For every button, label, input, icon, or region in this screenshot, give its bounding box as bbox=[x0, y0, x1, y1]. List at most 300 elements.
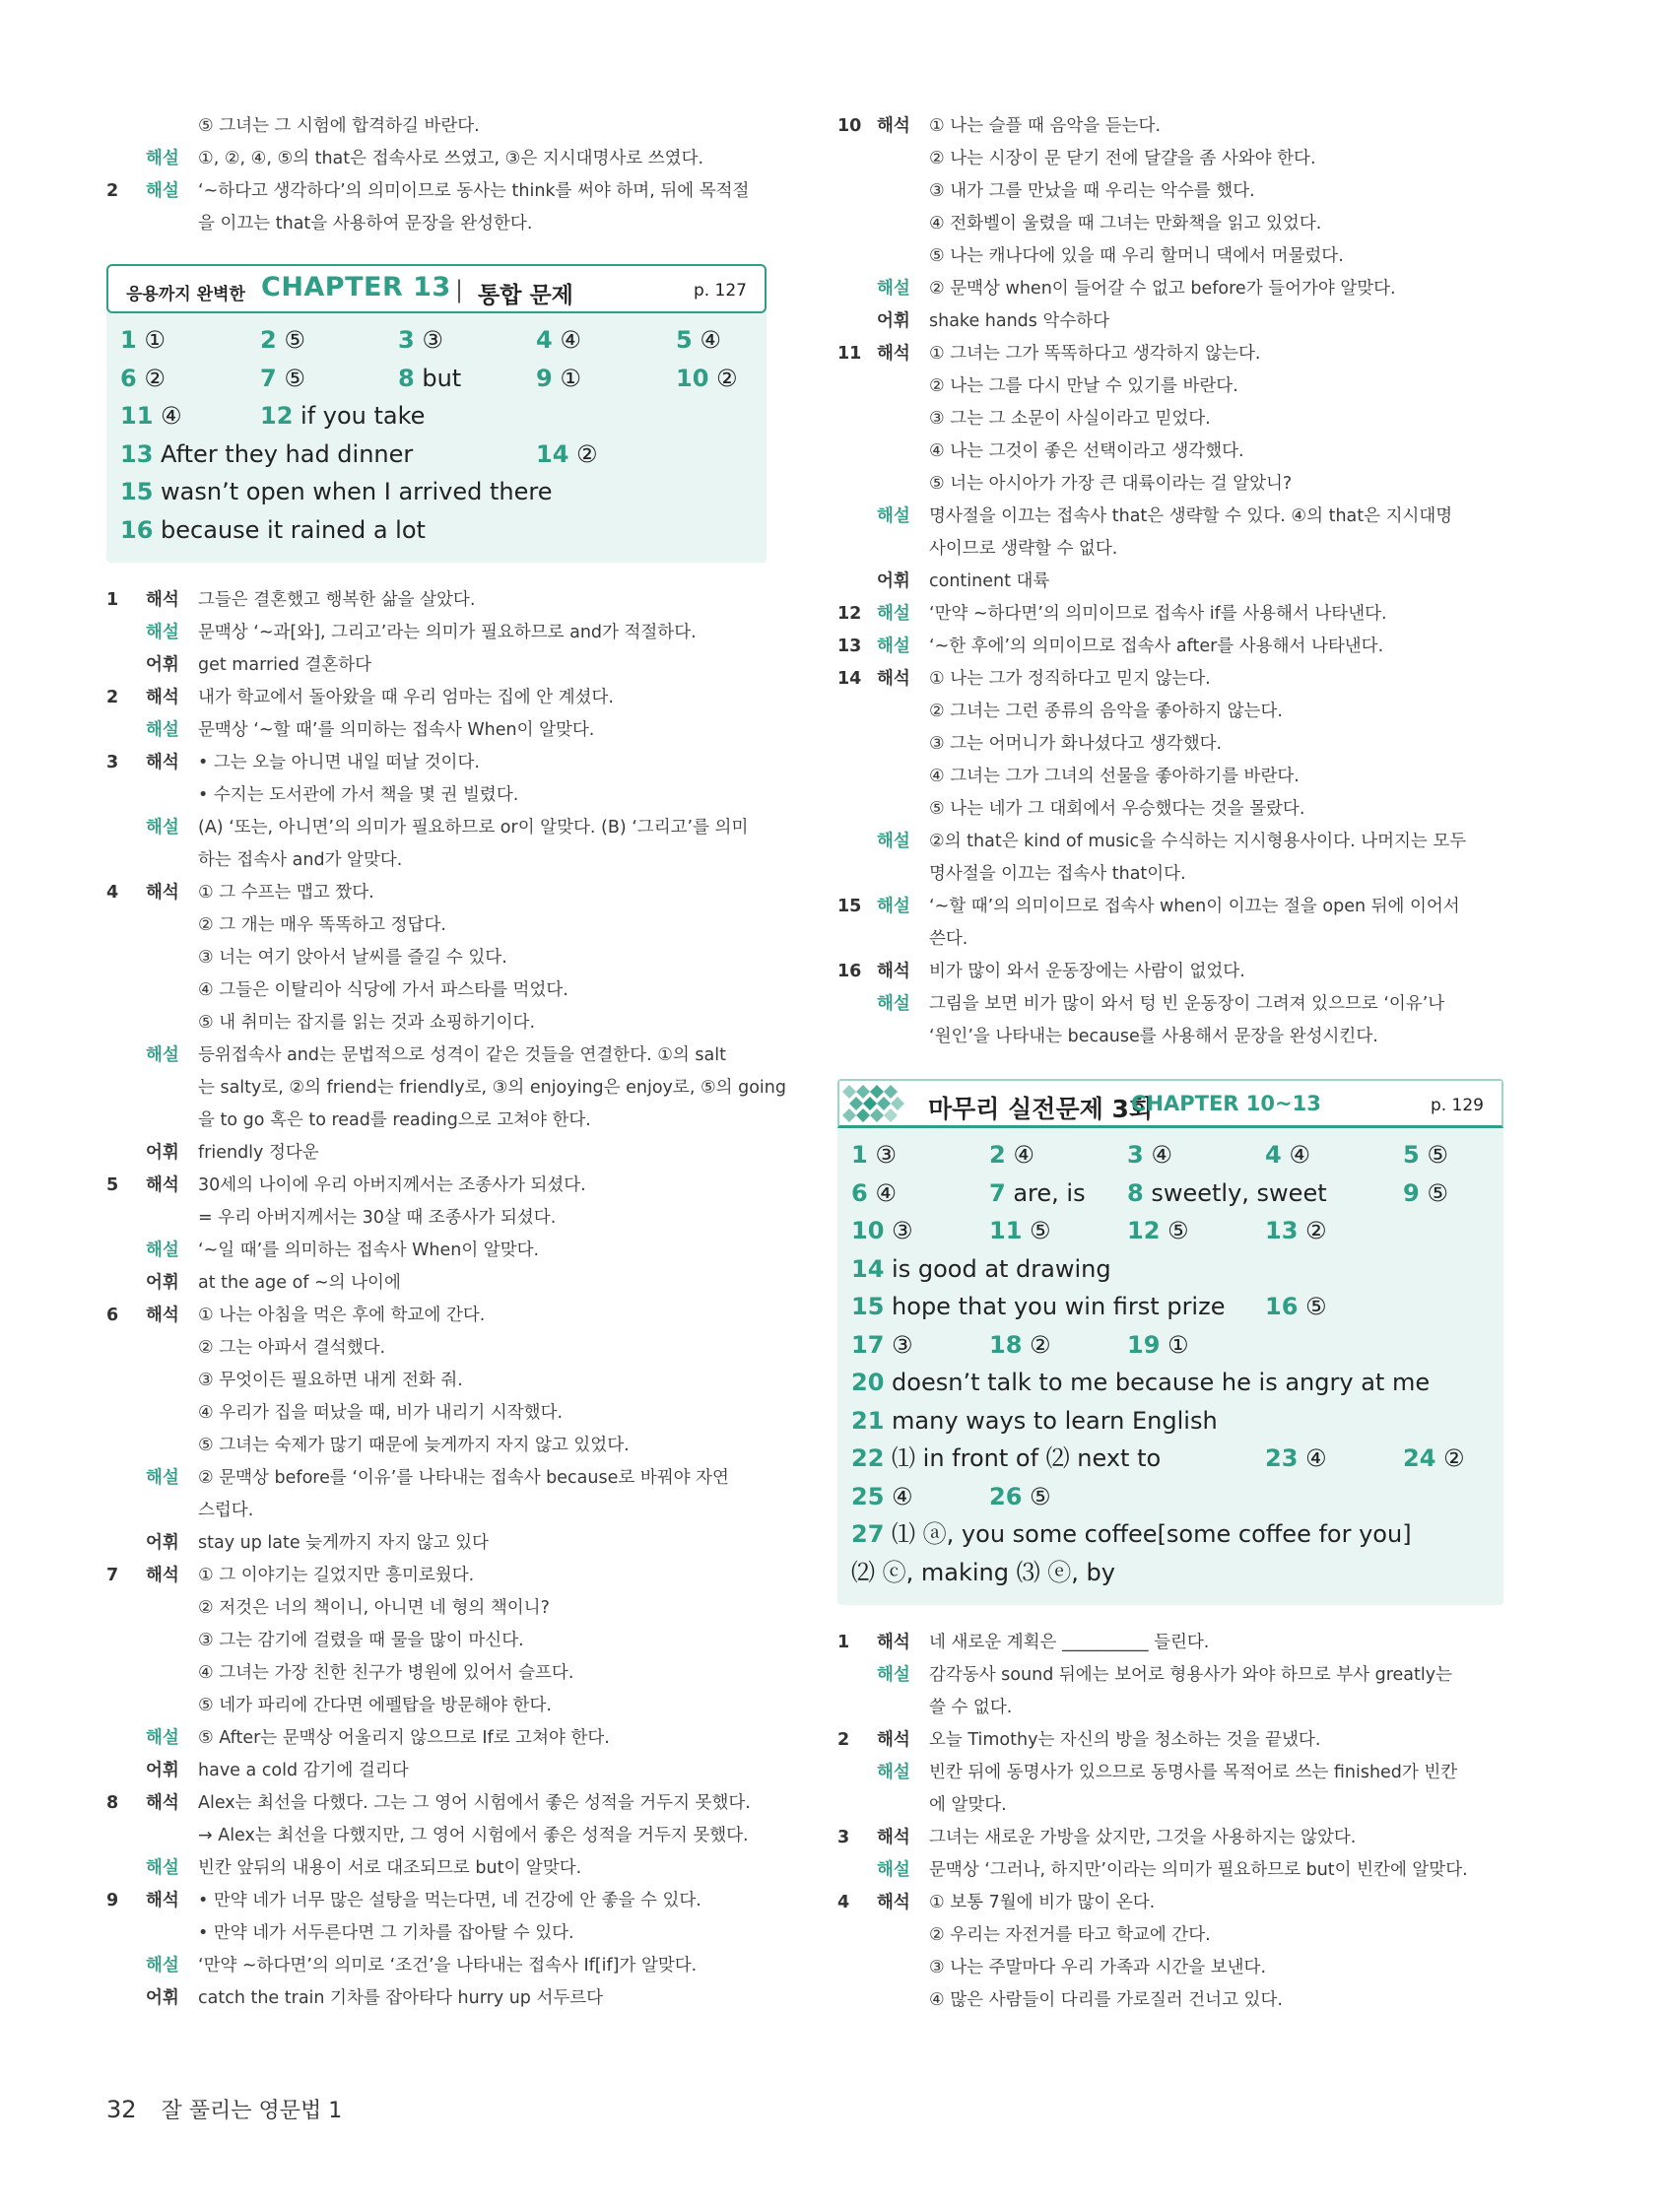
answer-number: 4 bbox=[536, 326, 553, 354]
line-text: 그들은 결혼했고 행복한 삶을 살았다. bbox=[198, 590, 476, 610]
answer-item bbox=[260, 360, 305, 398]
explanation-line bbox=[837, 826, 1503, 858]
answer-value: ② bbox=[576, 439, 598, 468]
answer-value: ② bbox=[144, 364, 166, 392]
answer-number: 15 bbox=[851, 1293, 885, 1320]
answer-item bbox=[398, 360, 461, 398]
explanation-line bbox=[106, 1300, 767, 1332]
line-label: 해설 bbox=[877, 994, 910, 1014]
explanation-line bbox=[106, 1267, 767, 1300]
line-text: catch the train 기차를 잡아타다 hurry up 서두르다 bbox=[198, 1988, 604, 2008]
line-text: ‘~일 때’를 의미하는 접속사 When이 알맞다. bbox=[198, 1240, 540, 1260]
line-text: • 만약 네가 너무 많은 설탕을 먹는다면, 네 건강에 안 좋을 수 있다. bbox=[198, 1891, 701, 1910]
line-label: 해설 bbox=[146, 818, 179, 838]
review-test-title: 마무리 실전문제 3회 bbox=[928, 1095, 1154, 1123]
question-number: 5 bbox=[106, 1175, 119, 1195]
answer-item bbox=[989, 1326, 1051, 1365]
line-label: 어휘 bbox=[146, 1988, 179, 2008]
answer-number: 21 bbox=[851, 1406, 885, 1435]
answer-number: 25 bbox=[851, 1482, 885, 1510]
explanation-line bbox=[837, 436, 1503, 468]
line-label: 해설 bbox=[877, 897, 910, 916]
line-label: 어휘 bbox=[877, 311, 910, 331]
explanation-line bbox=[106, 1170, 767, 1202]
answer-value: ③ bbox=[422, 326, 443, 354]
explanation-line bbox=[106, 1462, 767, 1495]
explanation-line bbox=[837, 1627, 1503, 1659]
explanation-line bbox=[106, 1787, 767, 1820]
line-text: • 수지는 도서관에 가서 책을 몇 권 빌렸다. bbox=[198, 785, 519, 805]
line-text: ① 보통 7월에 비가 많이 온다. bbox=[929, 1893, 1156, 1912]
question-number: 3 bbox=[837, 1828, 850, 1847]
line-text: 문맥상 ‘~할 때’를 의미하는 접속사 When이 알맞다. bbox=[198, 720, 595, 740]
answer-value: because it rained a lot bbox=[161, 515, 426, 544]
explanation-line bbox=[106, 1072, 786, 1105]
answer-value: ③ bbox=[892, 1330, 913, 1359]
line-text: 문맥상 ‘그러나, 하지만’이라는 의미가 필요하므로 but이 빈칸에 알맞다. bbox=[929, 1860, 1468, 1880]
line-text: 빈칸 앞뒤의 내용이 서로 대조되므로 but이 알맞다. bbox=[198, 1858, 582, 1878]
line-text: ⑤ 그녀는 그 시험에 합격하길 바란다. bbox=[198, 116, 480, 136]
explanation-line bbox=[837, 598, 1503, 631]
answer-item bbox=[536, 321, 581, 360]
line-text: ② 문맥상 when이 들어갈 수 없고 before가 들어가야 알맞다. bbox=[929, 279, 1396, 299]
answer-number: 18 bbox=[989, 1330, 1023, 1359]
line-text: ③ 너는 여기 앉아서 날씨를 즐길 수 있다. bbox=[198, 948, 507, 968]
explanation-line bbox=[106, 110, 767, 143]
line-label: 해설 bbox=[146, 149, 179, 168]
line-text: ④ 그녀는 그가 그녀의 선물을 좋아하기를 바란다. bbox=[929, 767, 1300, 786]
answer-row bbox=[106, 360, 767, 398]
line-text: ⑤ 네가 파리에 간다면 에펠탑을 방문해야 한다. bbox=[198, 1696, 552, 1715]
answer-row bbox=[106, 436, 767, 474]
line-text: ⑤ 나는 네가 그 대회에서 우승했다는 것을 몰랐다. bbox=[929, 799, 1305, 819]
explanation-line bbox=[106, 812, 767, 844]
answer-item bbox=[1265, 1136, 1310, 1174]
line-text: ④ 우리가 집을 떠났을 때, 비가 내리기 시작했다. bbox=[198, 1403, 564, 1423]
explanation-line bbox=[837, 891, 1503, 923]
answer-value: if you take bbox=[300, 402, 426, 430]
answer-item bbox=[1403, 1136, 1448, 1174]
line-text: 감각동사 sound 뒤에는 보어로 형용사가 와야 하므로 부사 greatly는 bbox=[929, 1665, 1453, 1685]
explanation-line bbox=[106, 649, 767, 682]
line-label: 해설 bbox=[146, 1858, 179, 1878]
explanation-line bbox=[106, 1625, 767, 1657]
answer-number: 8 bbox=[1127, 1178, 1144, 1207]
answer-row bbox=[837, 1440, 1503, 1478]
line-text: ① 그 수프는 맵고 짰다. bbox=[198, 883, 374, 903]
explanation-line bbox=[837, 988, 1503, 1021]
answer-number: 14 bbox=[851, 1254, 885, 1283]
explanation-line bbox=[106, 1755, 767, 1787]
line-text: → Alex는 최선을 다했지만, 그 영어 시험에서 좋은 성적을 거두지 못했다. bbox=[198, 1826, 749, 1845]
answer-value: ④ bbox=[700, 326, 721, 354]
line-text: 을 이끄는 that을 사용하여 문장을 완성한다. bbox=[198, 214, 533, 234]
line-text: friendly 정다운 bbox=[198, 1143, 319, 1163]
answer-item bbox=[989, 1136, 1034, 1174]
explanation-line bbox=[837, 305, 1503, 338]
answer-item bbox=[676, 321, 721, 360]
answer-value: are, is bbox=[1013, 1178, 1086, 1207]
line-text: ⑤ 너는 아시아가 가장 큰 대륙이라는 걸 알았니? bbox=[929, 474, 1293, 494]
line-text: ‘만약 ~하다면’의 의미로 ‘조건’을 나타내는 접속사 If[if]가 알맞다. bbox=[198, 1956, 698, 1976]
line-text: ‘원인’을 나타내는 because를 사용해서 문장을 완성시킨다. bbox=[929, 1027, 1378, 1046]
answer-number: 6 bbox=[120, 364, 137, 392]
explanation-line bbox=[106, 617, 767, 649]
explanation-line bbox=[106, 1495, 767, 1527]
explanation-line bbox=[837, 793, 1503, 826]
answer-item bbox=[120, 473, 552, 511]
answer-item bbox=[1127, 1136, 1172, 1174]
answer-value: ④ bbox=[892, 1482, 913, 1510]
line-label: 해석 bbox=[877, 669, 910, 689]
answer-item bbox=[1265, 1288, 1327, 1326]
answer-row bbox=[837, 1174, 1503, 1213]
right-explanations bbox=[837, 110, 1503, 1053]
answer-number: 24 bbox=[1403, 1444, 1436, 1472]
answer-value: is good at drawing bbox=[892, 1254, 1111, 1283]
line-text: ①, ②, ④, ⑤의 that은 접속사로 쓰였고, ③은 지시대명사로 쓰였다. bbox=[198, 149, 704, 168]
answer-item bbox=[851, 1515, 1412, 1554]
line-text: (A) ‘또는, 아니면’의 의미가 필요하므로 or이 알맞다. (B) ‘그리고’를 의미 bbox=[198, 818, 749, 838]
answer-value: ⑤ bbox=[284, 326, 305, 354]
question-number: 6 bbox=[106, 1306, 119, 1325]
line-label: 해설 bbox=[146, 623, 179, 642]
line-text: 오늘 Timothy는 자신의 방을 청소하는 것을 끝냈다. bbox=[929, 1730, 1321, 1750]
line-text: 문맥상 ‘~과[와], 그리고’라는 의미가 필요하므로 and가 적절하다. bbox=[198, 623, 697, 642]
answer-number: 5 bbox=[1403, 1141, 1420, 1169]
explanation-line bbox=[837, 761, 1503, 793]
question-number: 14 bbox=[837, 669, 862, 689]
answer-number: 15 bbox=[120, 478, 154, 505]
line-label: 어휘 bbox=[146, 1143, 179, 1163]
explanation-line bbox=[106, 1950, 767, 1982]
answer-item bbox=[1265, 1212, 1327, 1250]
line-label: 해설 bbox=[146, 181, 179, 201]
answer-item bbox=[120, 360, 166, 398]
line-text: ① 그 이야기는 길었지만 흥미로웠다. bbox=[198, 1566, 475, 1585]
page-footer bbox=[106, 2094, 342, 2124]
answer-number: 13 bbox=[1265, 1217, 1299, 1244]
line-text: 그림을 보면 비가 많이 와서 텅 빈 운동장이 그려져 있으므로 ‘이유’나 bbox=[929, 994, 1445, 1014]
line-text: ③ 그는 어머니가 화나셨다고 생각했다. bbox=[929, 734, 1223, 754]
explanation-line bbox=[837, 143, 1503, 175]
answer-number: 17 bbox=[851, 1330, 885, 1359]
line-label: 해설 bbox=[877, 604, 910, 624]
line-label: 어휘 bbox=[146, 1761, 179, 1780]
line-label: 해석 bbox=[877, 1633, 910, 1652]
line-text: ③ 그는 감기에 걸렸을 때 물을 많이 마신다. bbox=[198, 1631, 524, 1650]
explanation-line bbox=[106, 1690, 767, 1722]
explanation-line bbox=[837, 1887, 1503, 1919]
answer-number: 13 bbox=[120, 439, 154, 468]
answer-value: doesn’t talk to me because he is angry at me bbox=[892, 1369, 1431, 1396]
line-label: 해설 bbox=[146, 720, 179, 740]
line-label: 해설 bbox=[877, 637, 910, 656]
line-label: 해설 bbox=[146, 1045, 179, 1065]
line-text: 30세의 나이에 우리 아버지께서는 조종사가 되셨다. bbox=[198, 1175, 586, 1195]
answer-row bbox=[106, 397, 767, 436]
page-reference: p. 127 bbox=[693, 281, 747, 301]
line-text: continent 대륙 bbox=[929, 571, 1050, 591]
chapter-title: CHAPTER 13 bbox=[261, 272, 451, 302]
line-label: 어휘 bbox=[877, 571, 910, 591]
answer-item bbox=[676, 360, 738, 398]
question-number: 2 bbox=[106, 688, 119, 707]
explanation-line bbox=[837, 1757, 1503, 1789]
answer-value: ⑤ bbox=[1427, 1178, 1448, 1207]
explanation-line bbox=[837, 533, 1503, 566]
answer-value: ② bbox=[1305, 1217, 1327, 1244]
answer-item bbox=[536, 436, 598, 474]
line-text: ② 나는 시장이 문 닫기 전에 달걀을 좀 사와야 한다. bbox=[929, 149, 1316, 168]
answer-value: ④ bbox=[1289, 1141, 1310, 1169]
explanation-line bbox=[106, 714, 767, 747]
answer-number: 11 bbox=[120, 402, 154, 430]
answer-row bbox=[837, 1402, 1503, 1441]
explanation-line bbox=[106, 877, 767, 909]
line-text: have a cold 감기에 걸리다 bbox=[198, 1761, 409, 1780]
answer-value: ③ bbox=[892, 1217, 913, 1244]
answer-item bbox=[851, 1364, 1430, 1402]
line-text: ② 우리는 자전거를 타고 학교에 간다. bbox=[929, 1925, 1211, 1945]
line-text: ② 저것은 너의 책이니, 아니면 네 형의 책이니? bbox=[198, 1598, 550, 1618]
explanation-line bbox=[106, 942, 767, 974]
question-number: 15 bbox=[837, 897, 862, 916]
line-label: 해석 bbox=[146, 1793, 179, 1813]
answer-number: 12 bbox=[1127, 1217, 1161, 1244]
line-label: 해설 bbox=[877, 1665, 910, 1685]
review-test-header bbox=[837, 1079, 1503, 1128]
line-text: 는 salty로, ②의 friend는 friendly로, ③의 enjoying은 enjoy로, ⑤의 going bbox=[198, 1078, 786, 1098]
line-label: 해석 bbox=[146, 590, 179, 610]
line-text: ② 그 개는 매우 똑똑하고 정답다. bbox=[198, 915, 446, 935]
line-text: ③ 나는 주말마다 우리 가족과 시간을 보낸다. bbox=[929, 1958, 1267, 1977]
explanation-line bbox=[106, 175, 767, 208]
answer-number: 22 bbox=[851, 1444, 885, 1472]
line-label: 해설 bbox=[146, 1468, 179, 1488]
book-title: 잘 풀리는 영문법 1 bbox=[161, 2099, 343, 2123]
answer-number: 3 bbox=[1127, 1141, 1144, 1169]
answer-item bbox=[536, 360, 581, 398]
answer-grid bbox=[106, 313, 767, 563]
answer-item bbox=[260, 397, 425, 436]
question-number: 3 bbox=[106, 753, 119, 772]
answer-number: 7 bbox=[260, 364, 277, 392]
line-text: 에 알맞다. bbox=[929, 1795, 1007, 1815]
explanation-line bbox=[837, 273, 1503, 305]
line-text: ② 나는 그를 다시 만날 수 있기를 바란다. bbox=[929, 376, 1238, 396]
line-text: • 그는 오늘 아니면 내일 떠날 것이다. bbox=[198, 753, 480, 772]
question-number: 10 bbox=[837, 116, 862, 136]
line-label: 해석 bbox=[877, 344, 910, 364]
page-reference: p. 129 bbox=[1430, 1096, 1484, 1115]
answer-item bbox=[851, 1288, 1225, 1326]
review-test-answer-box bbox=[837, 1079, 1503, 1605]
line-label: 해설 bbox=[146, 1240, 179, 1260]
line-text: 빈칸 뒤에 동명사가 있으므로 동명사를 목적어로 쓰는 finished가 빈칸 bbox=[929, 1763, 1458, 1782]
question-number: 4 bbox=[106, 883, 119, 903]
answer-item bbox=[989, 1212, 1051, 1250]
explanation-line bbox=[837, 240, 1503, 273]
answer-number: 8 bbox=[398, 364, 415, 392]
explanation-line bbox=[106, 1137, 767, 1170]
title-separator: | bbox=[455, 276, 464, 303]
answer-number: 2 bbox=[260, 326, 277, 354]
line-text: ‘만약 ~하다면’의 의미이므로 접속사 if를 사용해서 나타낸다. bbox=[929, 604, 1387, 624]
answer-value: ④ bbox=[161, 402, 182, 430]
line-text: ④ 그녀는 가장 친한 친구가 병원에 있어서 슬프다. bbox=[198, 1663, 574, 1683]
line-label: 해석 bbox=[146, 1891, 179, 1910]
line-text: 스럽다. bbox=[198, 1501, 254, 1520]
answer-row bbox=[837, 1136, 1503, 1174]
answer-number: 10 bbox=[851, 1217, 885, 1244]
line-text: 쓴다. bbox=[929, 929, 968, 949]
left-top-explanations bbox=[106, 110, 767, 240]
answer-value: ⑤ bbox=[1168, 1217, 1189, 1244]
line-label: 해설 bbox=[877, 279, 910, 299]
answer-number: 6 bbox=[851, 1178, 868, 1207]
question-number: 8 bbox=[106, 1793, 119, 1813]
explanation-line bbox=[106, 1332, 767, 1365]
line-label: 해설 bbox=[146, 1956, 179, 1976]
line-label: 해석 bbox=[146, 1566, 179, 1585]
explanation-line bbox=[837, 1854, 1503, 1887]
answer-item bbox=[851, 1136, 897, 1174]
answer-number: 27 bbox=[851, 1520, 885, 1548]
line-text: ① 그녀는 그가 똑똑하다고 생각하지 않는다. bbox=[929, 344, 1261, 364]
explanation-line bbox=[837, 403, 1503, 436]
answer-number: 5 bbox=[676, 326, 693, 354]
explanation-line bbox=[106, 1657, 767, 1690]
question-number: 13 bbox=[837, 637, 862, 656]
explanation-line bbox=[106, 143, 767, 175]
answer-number: 19 bbox=[1127, 1330, 1161, 1359]
question-number: 2 bbox=[106, 181, 119, 201]
answer-value: ⑵ ⓒ, making ⑶ ⓔ, by bbox=[851, 1558, 1115, 1586]
answer-value: hope that you win first prize bbox=[892, 1293, 1226, 1320]
answer-row bbox=[837, 1554, 1503, 1592]
line-label: 해석 bbox=[877, 116, 910, 136]
question-number: 12 bbox=[837, 604, 862, 624]
line-text: 명사절을 이끄는 접속사 that은 생략할 수 있다. ④의 that은 지시대명 bbox=[929, 506, 1453, 526]
line-text: ‘~하다고 생각하다’의 의미이므로 동사는 think를 써야 하며, 뒤에 목적절 bbox=[198, 181, 750, 201]
question-number: 7 bbox=[106, 1566, 119, 1585]
line-text: ⑤ 나는 캐나다에 있을 때 우리 할머니 댁에서 머물렀다. bbox=[929, 246, 1344, 266]
line-label: 어휘 bbox=[146, 1273, 179, 1293]
line-text: • 만약 네가 서두른다면 그 기차를 잡아탈 수 있다. bbox=[198, 1923, 574, 1943]
answer-value: many ways to learn English bbox=[892, 1406, 1218, 1435]
answer-value: sweetly, sweet bbox=[1151, 1178, 1327, 1207]
left-explanations bbox=[106, 584, 786, 2015]
line-text: 하는 접속사 and가 알맞다. bbox=[198, 850, 403, 870]
chapter13-header bbox=[106, 264, 767, 313]
line-text: stay up late 늦게까지 자지 않고 있다 bbox=[198, 1533, 489, 1553]
explanation-line bbox=[106, 1885, 767, 1917]
line-text: get married 결혼하다 bbox=[198, 655, 372, 675]
answer-item bbox=[398, 321, 443, 360]
line-label: 해석 bbox=[877, 1893, 910, 1912]
answer-item bbox=[851, 1326, 913, 1365]
line-label: 해설 bbox=[877, 1763, 910, 1782]
explanation-line bbox=[106, 1430, 767, 1462]
left-column bbox=[106, 110, 786, 2015]
line-text: ③ 내가 그를 만났을 때 우리는 악수를 했다. bbox=[929, 181, 1255, 201]
explanation-line bbox=[837, 1021, 1503, 1053]
explanation-line bbox=[106, 1527, 767, 1560]
answer-value: ⑤ bbox=[1427, 1141, 1448, 1169]
line-text: ② 그는 아파서 결석했다. bbox=[198, 1338, 386, 1358]
answer-item bbox=[120, 511, 426, 550]
line-text: ③ 무엇이든 필요하면 내게 전화 줘. bbox=[198, 1371, 463, 1390]
answer-value: ③ bbox=[875, 1141, 897, 1169]
question-number: 11 bbox=[837, 344, 862, 364]
answer-value: ② bbox=[716, 364, 738, 392]
explanation-line bbox=[106, 1592, 767, 1625]
explanation-line bbox=[106, 1397, 767, 1430]
line-text: ④ 그들은 이탈리아 식당에 가서 파스타를 먹었다. bbox=[198, 980, 568, 1000]
explanation-line bbox=[837, 1692, 1503, 1724]
explanation-line bbox=[106, 1105, 767, 1137]
answer-value: ⑤ bbox=[1305, 1293, 1327, 1320]
explanation-line bbox=[837, 1822, 1503, 1854]
line-label: 해석 bbox=[877, 1828, 910, 1847]
explanation-line bbox=[106, 1560, 767, 1592]
answer-item bbox=[120, 397, 182, 436]
question-number: 9 bbox=[106, 1891, 119, 1910]
line-label: 해설 bbox=[877, 832, 910, 851]
answer-number: 12 bbox=[260, 402, 294, 430]
right-bottom-explanations bbox=[837, 1627, 1503, 2017]
answer-value: ⑴ ⓐ, you some coffee[some coffee for you] bbox=[892, 1520, 1412, 1548]
line-label: 어휘 bbox=[146, 1533, 179, 1553]
explanation-line bbox=[837, 1984, 1503, 2017]
answer-item bbox=[260, 321, 305, 360]
question-number: 2 bbox=[837, 1730, 850, 1750]
answer-value: ① bbox=[1168, 1330, 1189, 1359]
line-text: 을 to go 혹은 to read를 reading으로 고쳐야 한다. bbox=[198, 1110, 591, 1130]
explanation-line bbox=[837, 175, 1503, 208]
line-text: ⑤ After는 문맥상 어울리지 않으므로 If로 고쳐야 한다. bbox=[198, 1728, 610, 1748]
answer-number: 4 bbox=[1265, 1141, 1282, 1169]
line-text: ⑤ 그녀는 숙제가 많기 때문에 늦게까지 자지 않고 있었다. bbox=[198, 1436, 630, 1455]
answer-value: ① bbox=[560, 364, 581, 392]
explanation-line bbox=[106, 682, 767, 714]
explanation-line bbox=[106, 1852, 767, 1885]
line-label: 해설 bbox=[877, 1860, 910, 1880]
line-label: 해설 bbox=[877, 506, 910, 526]
answer-item bbox=[1127, 1326, 1189, 1365]
line-text: 네 새로운 계획은 __________ 들린다. bbox=[929, 1633, 1210, 1652]
line-label: 해석 bbox=[146, 883, 179, 903]
answer-item bbox=[1403, 1174, 1448, 1213]
line-text: ② 문맥상 before를 ‘이유’를 나타내는 접속사 because로 바꿔야 자연 bbox=[198, 1468, 729, 1488]
line-text: 비가 많이 와서 운동장에는 사람이 없었다. bbox=[929, 962, 1245, 981]
line-label: 해석 bbox=[877, 962, 910, 981]
answer-value: ⑤ bbox=[1030, 1217, 1051, 1244]
answer-item bbox=[851, 1554, 1115, 1592]
explanation-line bbox=[837, 1659, 1503, 1692]
line-text: ‘~한 후에’의 의미이므로 접속사 after를 사용해서 나타낸다. bbox=[929, 637, 1384, 656]
answer-number: 3 bbox=[398, 326, 415, 354]
answer-number: 23 bbox=[1265, 1444, 1299, 1472]
explanation-line bbox=[106, 1722, 767, 1755]
explanation-line bbox=[837, 1724, 1503, 1757]
line-text: ④ 많은 사람들이 다리를 가로질러 건너고 있다. bbox=[929, 1990, 1283, 2010]
answer-value: ④ bbox=[1151, 1141, 1172, 1169]
answer-item bbox=[851, 1250, 1111, 1289]
answer-number: 9 bbox=[1403, 1178, 1420, 1207]
answer-value: ④ bbox=[875, 1178, 897, 1207]
